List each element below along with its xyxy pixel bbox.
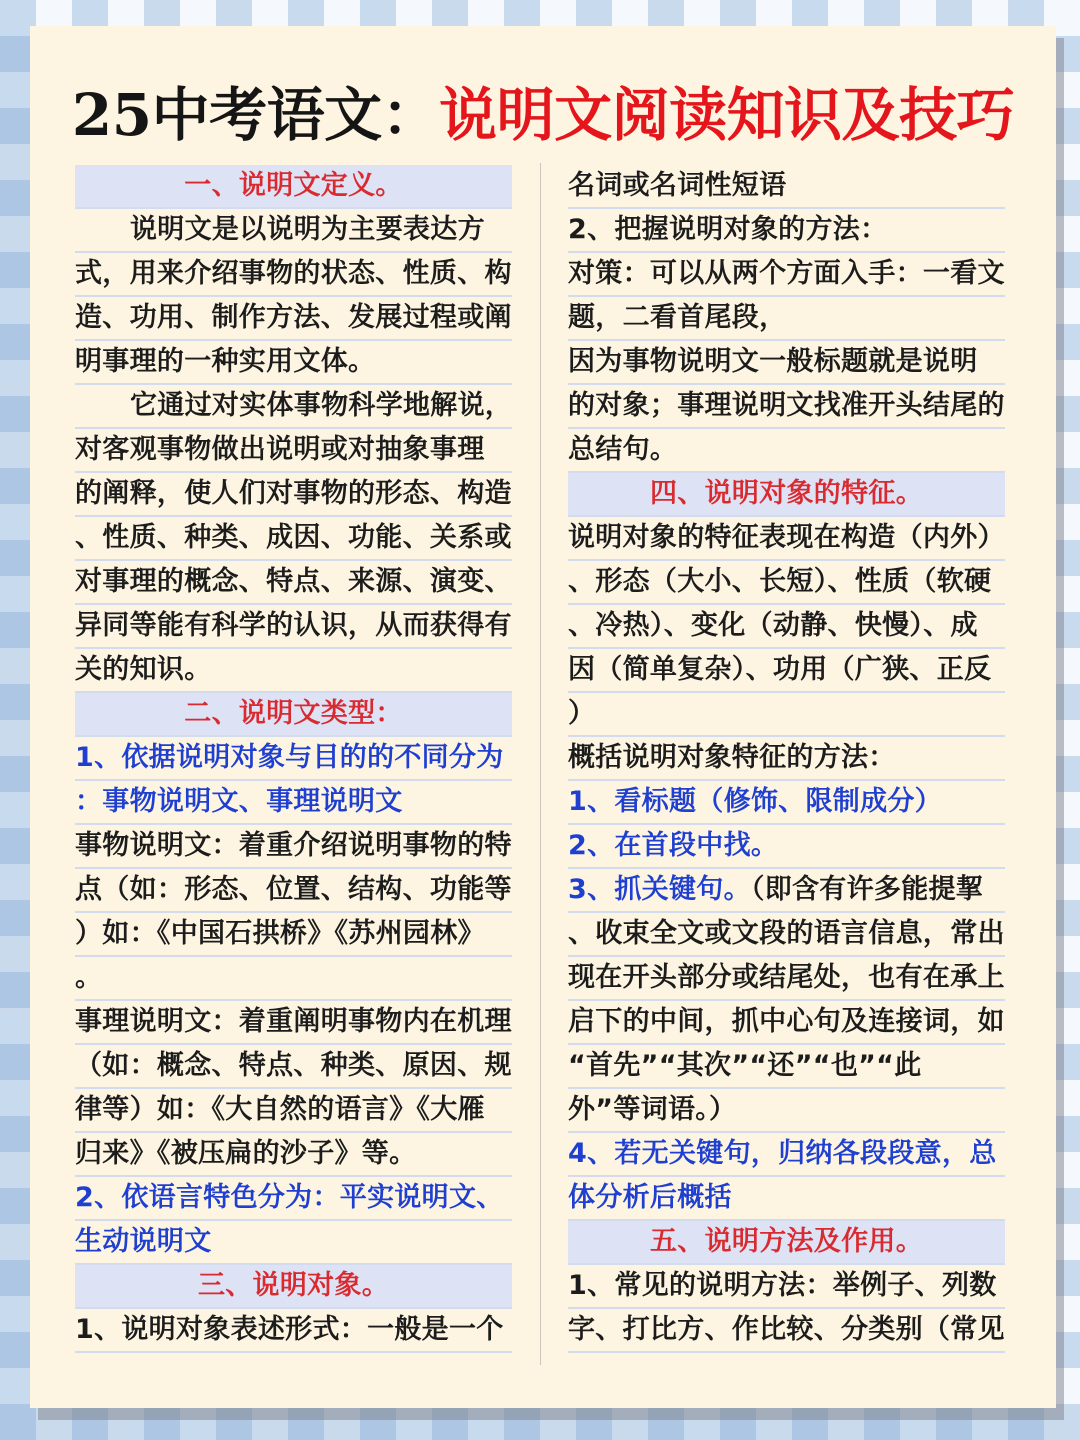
- section-heading-object: 三、说明对象。: [75, 1265, 512, 1309]
- object-line: 2、把握说明对象的方法：: [568, 209, 1005, 253]
- features-highlight-line: 体分析后概括: [568, 1177, 1005, 1221]
- object-line: 题，二看首尾段，: [568, 297, 1005, 341]
- features-line: 、形态（大小、长短）、性质（软硬: [568, 561, 1005, 605]
- types-line: 事物说明文：着重介绍说明事物的特: [75, 825, 512, 869]
- page-title: [30, 70, 1056, 160]
- definition-line: 异同等能有科学的认识，从而获得有: [75, 605, 512, 649]
- definition-line: 说明文是以说明为主要表达方: [75, 209, 512, 253]
- definition-line: 、性质、种类、成因、功能、关系或: [75, 517, 512, 561]
- features-line: 、收束全文或文段的语言信息，常出: [568, 913, 1005, 957]
- types-line: 事理说明文：着重阐明事物内在机理: [75, 1001, 512, 1045]
- object-line: 对策：可以从两个方面入手：一看文: [568, 253, 1005, 297]
- types-highlight-line: ：事物说明文、事理说明文: [75, 781, 512, 825]
- definition-line: 明事理的一种实用文体。: [75, 341, 512, 385]
- key-sentence-label: 3、抓关键句。: [568, 874, 751, 905]
- definition-line: 对客观事物做出说明或对抽象事理: [75, 429, 512, 473]
- types-highlight-line: 生动说明文: [75, 1221, 512, 1265]
- features-line: ）: [568, 693, 1005, 737]
- features-line: 现在开头部分或结尾处，也有在承上: [568, 957, 1005, 1001]
- features-highlight-line: 4、若无关键句，归纳各段段意，总: [568, 1133, 1005, 1177]
- left-column: [75, 165, 512, 1353]
- section-heading-types: 二、说明文类型：: [75, 693, 512, 737]
- object-line: 总结句。: [568, 429, 1005, 473]
- types-line: 。: [75, 957, 512, 1001]
- types-highlight-line: 2、依语言特色分为：平实说明文、: [75, 1177, 512, 1221]
- features-line: 启下的中间，抓中心句及连接词，如: [568, 1001, 1005, 1045]
- column-divider: [540, 163, 541, 1365]
- object-line: 的对象；事理说明文找准开头结尾的: [568, 385, 1005, 429]
- features-line: 、冷热）、变化（动静、快慢）、成: [568, 605, 1005, 649]
- features-line: “首先”“其次”“还”“也”“此: [568, 1045, 1005, 1089]
- section-heading-definition: 一、说明文定义。: [75, 165, 512, 209]
- types-line: （如：概念、特点、种类、原因、规: [75, 1045, 512, 1089]
- methods-line: 1、常见的说明方法：举例子、列数: [568, 1265, 1005, 1309]
- object-line: 1、说明对象表述形式：一般是一个: [75, 1309, 512, 1353]
- definition-line: 关的知识。: [75, 649, 512, 693]
- features-line: 外”等词语。）: [568, 1089, 1005, 1133]
- definition-line: 它通过对实体事物科学地解说，: [75, 385, 512, 429]
- right-column: [568, 165, 1005, 1353]
- features-line: 因（简单复杂）、功用（广狭、正反: [568, 649, 1005, 693]
- features-highlight-line: 1、看标题（修饰、限制成分）: [568, 781, 1005, 825]
- types-line: 律等）如：《大自然的语言》《大雁: [75, 1089, 512, 1133]
- features-line: 说明对象的特征表现在构造（内外）: [568, 517, 1005, 561]
- section-heading-features: 四、说明对象的特征。: [568, 473, 1005, 517]
- key-sentence-note: （即含有许多能提挈: [750, 874, 984, 905]
- features-highlight-line: 2、在首段中找。: [568, 825, 1005, 869]
- note-paper: [30, 26, 1056, 1408]
- definition-line: 对事理的概念、特点、来源、演变、: [75, 561, 512, 605]
- object-line: 名词或名词性短语: [568, 165, 1005, 209]
- types-line: ）如：《中国石拱桥》《苏州园林》: [75, 913, 512, 957]
- types-highlight-line: 1、依据说明对象与目的的不同分为: [75, 737, 512, 781]
- types-line: 归来》《被压扁的沙子》等。: [75, 1133, 512, 1177]
- section-heading-methods: 五、说明方法及作用。: [568, 1221, 1005, 1265]
- definition-line: 的阐释，使人们对事物的形态、构造: [75, 473, 512, 517]
- definition-line: 式，用来介绍事物的状态、性质、构: [75, 253, 512, 297]
- definition-line: 造、功用、制作方法、发展过程或阐: [75, 297, 512, 341]
- features-line: 概括说明对象特征的方法：: [568, 737, 1005, 781]
- object-line: 因为事物说明文一般标题就是说明: [568, 341, 1005, 385]
- types-line: 点（如：形态、位置、结构、功能等: [75, 869, 512, 913]
- title-highlight: 说明文阅读知识及技巧: [439, 81, 1015, 149]
- features-line-key-sentence: [568, 869, 1005, 913]
- methods-line: 字、打比方、作比较、分类别（常见: [568, 1309, 1005, 1353]
- title-prefix: 25中考语文：: [71, 81, 440, 149]
